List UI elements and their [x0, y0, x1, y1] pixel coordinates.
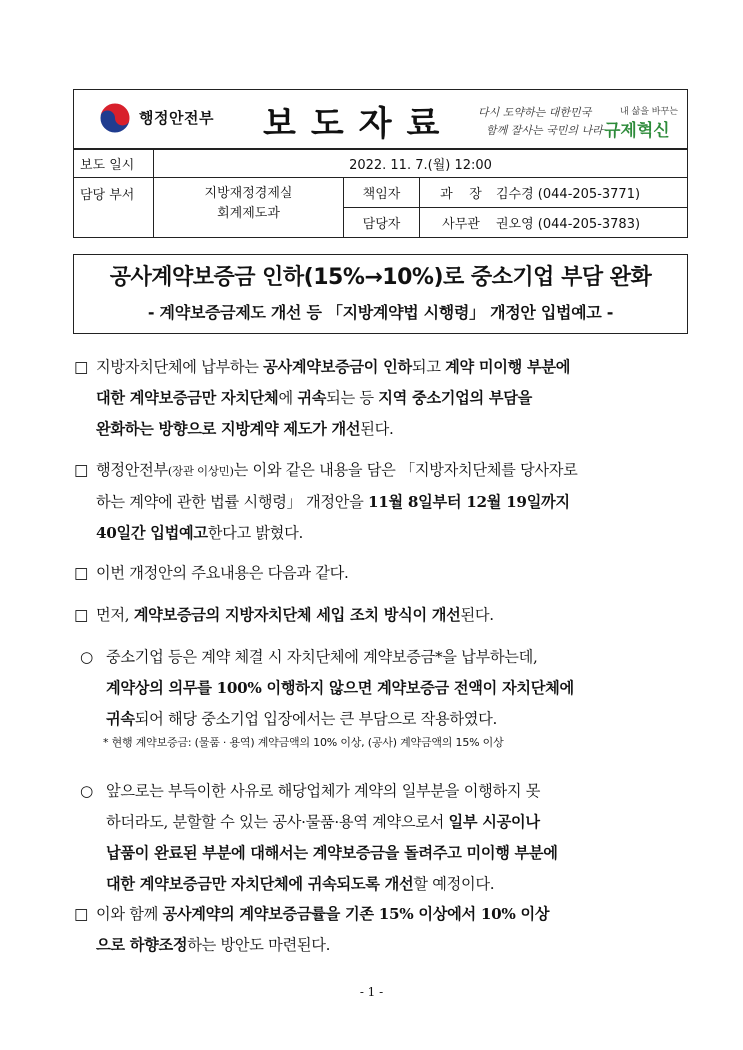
taegeuk-logo-icon: [98, 101, 132, 135]
paragraph-7: [74, 899, 674, 961]
text: 중소기업 등은 계약 체결 시 자치단체에 계약보증금*을 납부하는데,: [106, 648, 538, 666]
text: 앞으로는 부득이한 사유로 해당업체가 계약의 일부분을 이행하지 못: [106, 782, 541, 800]
text: 행정안전부: [96, 461, 168, 479]
text-bold: 완화하는 방향으로 지방계약 제도가 개선: [96, 420, 361, 438]
circle-marker: ○: [80, 648, 93, 666]
text: 하는 방안도 마련된다.: [187, 936, 331, 954]
square-marker: □: [74, 358, 89, 376]
page-number: - 1 -: [359, 985, 384, 999]
dept-line1: 지방재정경제실: [204, 186, 293, 201]
paragraph-6: [80, 776, 680, 900]
circle-marker: ○: [80, 782, 93, 800]
paragraph-1: [74, 352, 674, 445]
regulation-logo: [604, 116, 670, 141]
dept-cell: [154, 178, 344, 238]
staff-label: 담당자: [344, 208, 420, 238]
text: 이와 함께: [96, 905, 163, 923]
text: 는 이와 같은 내용을 담은 「지방자치단체를 당사자로: [233, 461, 578, 479]
text-bold: 계약보증금의 지방자치단체 세입 조치 방식이 개선: [133, 606, 461, 624]
square-marker: □: [74, 606, 89, 624]
text: 하는 계약에 관한 법률 시행령」 개정안을: [96, 493, 368, 511]
text-bold: 대한 계약보증금만 자치단체에 귀속되도록 개선: [106, 875, 414, 893]
date-label: 보도 일시: [74, 150, 154, 178]
regulation-tagline: 내 삶을 바꾸는: [620, 107, 678, 117]
paragraph-4: [74, 600, 674, 631]
paragraph-5: [80, 642, 680, 735]
staff-name: 권오영 (044-205-3783): [496, 217, 641, 232]
press-release-title: 보도자료: [263, 104, 455, 144]
text: 이번 개정안의 주요내용은 다음과 같다.: [96, 564, 349, 582]
text-bold: 계약상의 의무를 100% 이행하지 않으면 계약보증금 전액이 자치단체에: [106, 679, 574, 697]
resp-label: 책임자: [344, 178, 420, 208]
dept-label: 담당 부서: [74, 178, 154, 238]
text: 지방자치단체에 납부하는: [96, 358, 264, 376]
text-bold: 공사계약보증금이 인하: [263, 358, 412, 376]
text-bold: 귀속: [297, 389, 327, 407]
text-bold: 계약 미이행 부분에: [445, 358, 571, 376]
text: 되고: [411, 358, 446, 376]
footnote: * 현행 계약보증금: (물품 · 용역) 계약금액의 10% 이상, (공사) 계약금액의 15% 이상: [103, 736, 504, 749]
text: 에: [278, 389, 298, 407]
text: 하더라도, 분할할 수 있는 공사·물품·용역 계약으로서: [106, 813, 449, 831]
info-table: [73, 149, 688, 238]
text-bold: 40일간 입법예고: [96, 524, 208, 542]
resp-title: 과 장: [440, 187, 482, 202]
text-bold: 11월 8일부터 12월 19일까지: [368, 493, 570, 511]
headline: 공사계약보증금 인하(15%→10%)로 중소기업 부담 완화: [109, 265, 652, 290]
ministry-name: 행정안전부: [139, 109, 214, 127]
text: 할 예정이다.: [413, 875, 495, 893]
text: 먼저,: [96, 606, 134, 624]
staff-title: 사무관: [442, 217, 480, 232]
dept-line2: 회계제도과: [217, 206, 280, 221]
square-marker: □: [74, 564, 89, 582]
text: 되는 등: [326, 389, 379, 407]
slogan-line2: 함께 잘사는 국민의 나라: [486, 124, 603, 137]
text-bold: 으로 하향조정: [96, 936, 188, 954]
text: 된다.: [360, 420, 394, 438]
date-value: 2022. 11. 7.(월) 12:00: [154, 150, 688, 178]
text: 한다고 밝혔다.: [207, 524, 304, 542]
text-bold: 대한 계약보증금만 자치단체: [96, 389, 279, 407]
staff-cell: [420, 208, 688, 238]
text-bold: 일부 시공이나: [448, 813, 540, 831]
resp-cell: [420, 178, 688, 208]
slogan-line1: 다시 도약하는 대한민국: [478, 106, 592, 119]
text-bold: 귀속: [106, 710, 135, 728]
paragraph-2: [74, 455, 674, 549]
text: 되어 해당 중소기업 입장에서는 큰 부담으로 작용하였다.: [134, 710, 497, 728]
text: 된다.: [460, 606, 494, 624]
text-bold: 지역 중소기업의 부담을: [378, 389, 532, 407]
text-bold: 납품이 완료된 부분에 대해서는 계약보증금을 돌려주고 미이행 부분에: [106, 844, 558, 862]
subheadline: - 계약보증금제도 개선 등 「지방계약법 시행령」 개정안 입법예고 -: [147, 303, 614, 322]
square-marker: □: [74, 461, 89, 479]
text-small: (장관 이상민): [167, 464, 234, 478]
resp-name: 김수경 (044-205-3771): [496, 187, 641, 202]
text-bold: 공사계약의 계약보증금률을 기존 15% 이상에서 10% 이상: [162, 905, 550, 923]
regulation-logo-text: 규제혁신: [604, 121, 670, 141]
paragraph-3: [74, 558, 674, 589]
square-marker: □: [74, 905, 89, 923]
